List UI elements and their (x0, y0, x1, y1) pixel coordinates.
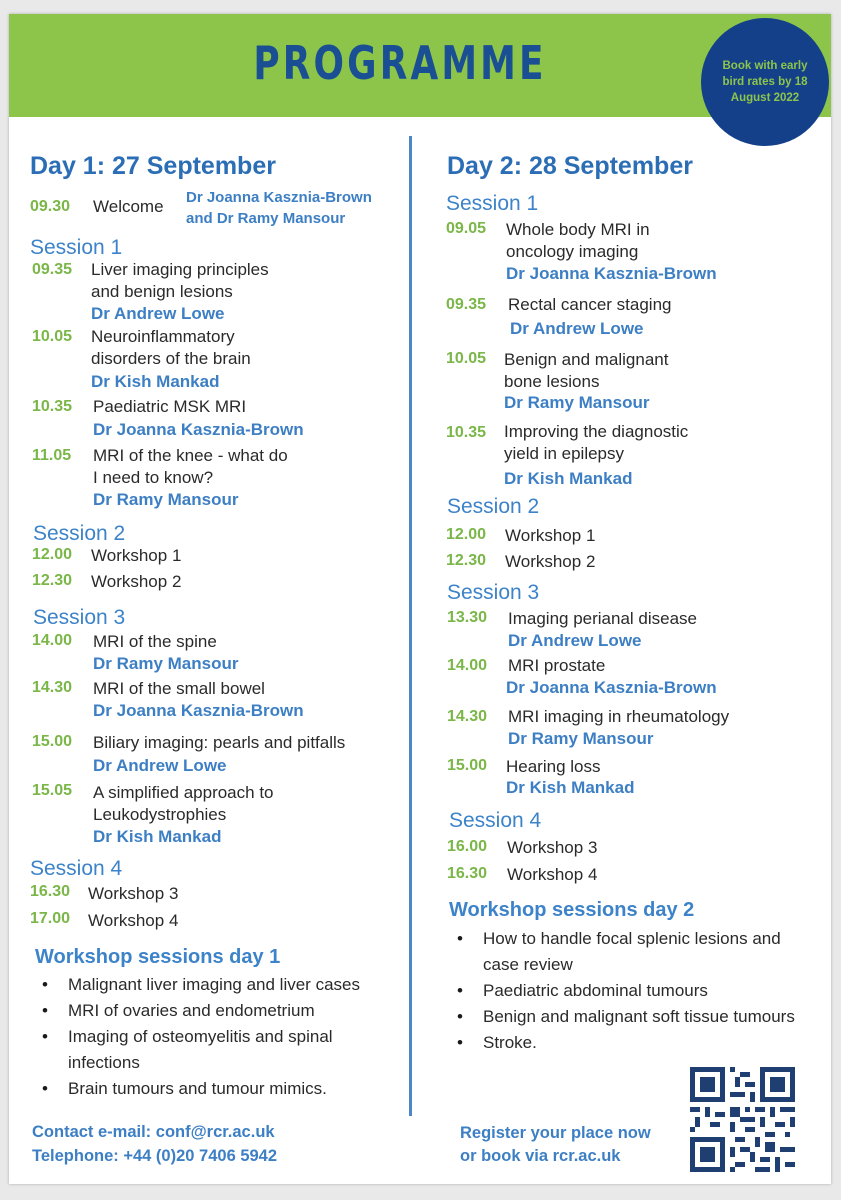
day2-session2-label: Session 2 (447, 495, 540, 518)
day2-s1-talk4-speaker: Dr Kish Mankad (504, 469, 633, 488)
list-item: • Brain tumours and tumour mimics. (30, 1076, 405, 1102)
day2-s3-talk2-speaker: Dr Joanna Kasznia-Brown (506, 678, 717, 697)
day1-s2-item1-title: Workshop 1 (91, 546, 182, 565)
day1-s1-talk4-time: 11.05 (32, 447, 72, 464)
day2-s3-talk3-title-line1: MRI imaging in rheumatology (508, 707, 730, 726)
day1-s3-talk1-speaker: Dr Ramy Mansour (93, 654, 239, 673)
qr-code-icon[interactable] (690, 1067, 795, 1172)
day1-s3-talk1-title-line1: MRI of the spine (93, 632, 217, 651)
day1-s1-talk2-time: 10.05 (32, 328, 73, 345)
day1-welcome-speaker-line1: Dr Joanna Kasznia-Brown (186, 189, 372, 206)
day1-s3-talk2-title-line1: MRI of the small bowel (93, 679, 265, 698)
day1-s1-talk4-title-line2: I need to know? (93, 468, 214, 487)
day1-session2-label: Session 2 (33, 522, 126, 545)
day1-s4-item1-time: 16.30 (30, 883, 71, 900)
list-item: • MRI of ovaries and endometrium (30, 998, 405, 1024)
day1-workshops-heading: Workshop sessions day 1 (35, 946, 281, 968)
day1-welcome-speaker-line2: and Dr Ramy Mansour (186, 210, 346, 227)
day2-s1-talk1-title-line1: Whole body MRI in (506, 220, 650, 239)
day1-s3-talk3-speaker: Dr Andrew Lowe (93, 756, 227, 775)
day2-s4-item2-time: 16.30 (447, 865, 488, 882)
day1-s3-talk4-time: 15.05 (32, 782, 73, 799)
day1-s3-talk3-time: 15.00 (32, 733, 73, 750)
day2-s1-talk4-time: 10.35 (446, 424, 487, 441)
day2-s3-talk1-speaker: Dr Andrew Lowe (508, 631, 642, 650)
day1-s4-item1-title: Workshop 3 (88, 884, 179, 903)
register-line2[interactable]: or book via rcr.ac.uk (460, 1147, 621, 1165)
day2-s3-talk4-time: 15.00 (447, 757, 488, 774)
day1-s2-item2-time: 12.30 (32, 572, 73, 589)
day1-welcome-title: Welcome (93, 197, 164, 216)
day1-s1-talk2-title-line1: Neuroinflammatory (91, 327, 235, 346)
day1-s3-talk4-title-line1: A simplified approach to (93, 783, 274, 802)
day2-session3-label: Session 3 (447, 581, 540, 604)
page-title: PROGRAMME (253, 36, 547, 90)
day2-s1-talk3-time: 10.05 (446, 350, 487, 367)
day2-s1-talk3-speaker: Dr Ramy Mansour (504, 393, 650, 412)
day1-s1-talk4-title-line1: MRI of the knee - what do (93, 446, 288, 465)
day2-s2-item2-time: 12.30 (446, 552, 487, 569)
day2-s2-item1-title: Workshop 1 (505, 526, 596, 545)
day2-s4-item1-title: Workshop 3 (507, 838, 598, 857)
day2-s3-talk3-speaker: Dr Ramy Mansour (508, 729, 654, 748)
day1-s4-item2-title: Workshop 4 (88, 911, 179, 930)
day1-s1-talk4-speaker: Dr Ramy Mansour (93, 490, 239, 509)
day2-s1-talk4-title-line1: Improving the diagnostic (504, 422, 689, 441)
day2-s3-talk1-title-line1: Imaging perianal disease (508, 609, 698, 628)
day1-s1-talk3-time: 10.35 (32, 398, 73, 415)
day1-s1-talk1-speaker: Dr Andrew Lowe (91, 304, 225, 323)
day2-session4-label: Session 4 (449, 809, 542, 832)
day1-s3-talk1-time: 14.00 (32, 632, 73, 649)
day2-s1-talk2-title-line1: Rectal cancer staging (508, 295, 672, 314)
day1-s3-talk3-title-line1: Biliary imaging: pearls and pitfalls (93, 733, 346, 752)
day2-s3-talk1-time: 13.30 (447, 609, 488, 626)
day1-s1-talk1-title-line2: and benign lesions (91, 282, 233, 301)
day2-heading: Day 2: 28 September (447, 152, 693, 180)
list-item: • Paediatric abdominal tumours (445, 978, 805, 1004)
early-bird-badge (701, 18, 829, 146)
day2-s1-talk3-title-line2: bone lesions (504, 372, 600, 391)
day2-s1-talk1-time: 09.05 (446, 220, 487, 237)
day2-s2-item1-time: 12.00 (446, 526, 487, 543)
day1-s1-talk1-title-line1: Liver imaging principles (91, 260, 269, 279)
day1-s3-talk4-title-line2: Leukodystrophies (93, 805, 227, 824)
day1-welcome-time: 09.30 (30, 198, 71, 215)
day1-s2-item1-time: 12.00 (32, 546, 73, 563)
day1-s1-talk1-time: 09.35 (32, 261, 73, 278)
day1-s3-talk2-speaker: Dr Joanna Kasznia-Brown (93, 701, 304, 720)
day2-s3-talk2-title-line1: MRI prostate (508, 656, 606, 675)
day2-workshops-list (445, 926, 805, 1056)
day2-s1-talk3-title-line1: Benign and malignant (504, 350, 669, 369)
day1-heading: Day 1: 27 September (30, 152, 276, 180)
list-item: • Imaging of osteomyelitis and spinal infections (30, 1024, 405, 1076)
list-item: • Stroke. (445, 1030, 805, 1056)
list-item: • Benign and malignant soft tissue tumours (445, 1004, 805, 1030)
list-item: • How to handle focal splenic lesions and case review (445, 926, 805, 978)
day2-s4-item1-time: 16.00 (447, 838, 488, 855)
day1-s1-talk3-title-line1: Paediatric MSK MRI (93, 397, 247, 416)
contact-telephone: Telephone: +44 (0)20 7406 5942 (32, 1147, 278, 1165)
day2-s1-talk2-time: 09.35 (446, 296, 487, 313)
day2-s1-talk4-title-line2: yield in epilepsy (504, 444, 625, 463)
contact-email: Contact e-mail: conf@rcr.ac.uk (32, 1123, 275, 1141)
day2-s3-talk2-time: 14.00 (447, 657, 488, 674)
day1-s3-talk4-speaker: Dr Kish Mankad (93, 827, 222, 846)
day2-s1-talk1-speaker: Dr Joanna Kasznia-Brown (506, 264, 717, 283)
programme-sheet (9, 14, 831, 1184)
register-line1: Register your place now (460, 1124, 651, 1142)
day2-s3-talk4-speaker: Dr Kish Mankad (506, 778, 635, 797)
day1-s1-talk3-speaker: Dr Joanna Kasznia-Brown (93, 420, 304, 439)
day2-s3-talk3-time: 14.30 (447, 708, 488, 725)
day2-s1-talk2-speaker: Dr Andrew Lowe (510, 319, 644, 338)
day2-session1-label: Session 1 (446, 192, 539, 215)
day2-s1-talk1-title-line2: oncology imaging (506, 242, 639, 261)
day1-session4-label: Session 4 (30, 857, 123, 880)
early-bird-badge-text: Book with early bird rates by 18 August 2022 (722, 60, 808, 104)
day1-s1-talk2-title-line2: disorders of the brain (91, 349, 251, 368)
day1-s3-talk2-time: 14.30 (32, 679, 73, 696)
day1-s2-item2-title: Workshop 2 (91, 572, 182, 591)
day1-s1-talk2-speaker: Dr Kish Mankad (91, 372, 220, 391)
day1-session1-label: Session 1 (30, 236, 123, 259)
day2-s4-item2-title: Workshop 4 (507, 865, 598, 884)
day1-s4-item2-time: 17.00 (30, 910, 71, 927)
day2-s2-item2-title: Workshop 2 (505, 552, 596, 571)
day2-workshops-heading: Workshop sessions day 2 (449, 899, 695, 921)
list-item: • Malignant liver imaging and liver cases (30, 972, 405, 998)
day2-s3-talk4-title-line1: Hearing loss (506, 757, 601, 776)
day1-session3-label: Session 3 (33, 606, 126, 629)
